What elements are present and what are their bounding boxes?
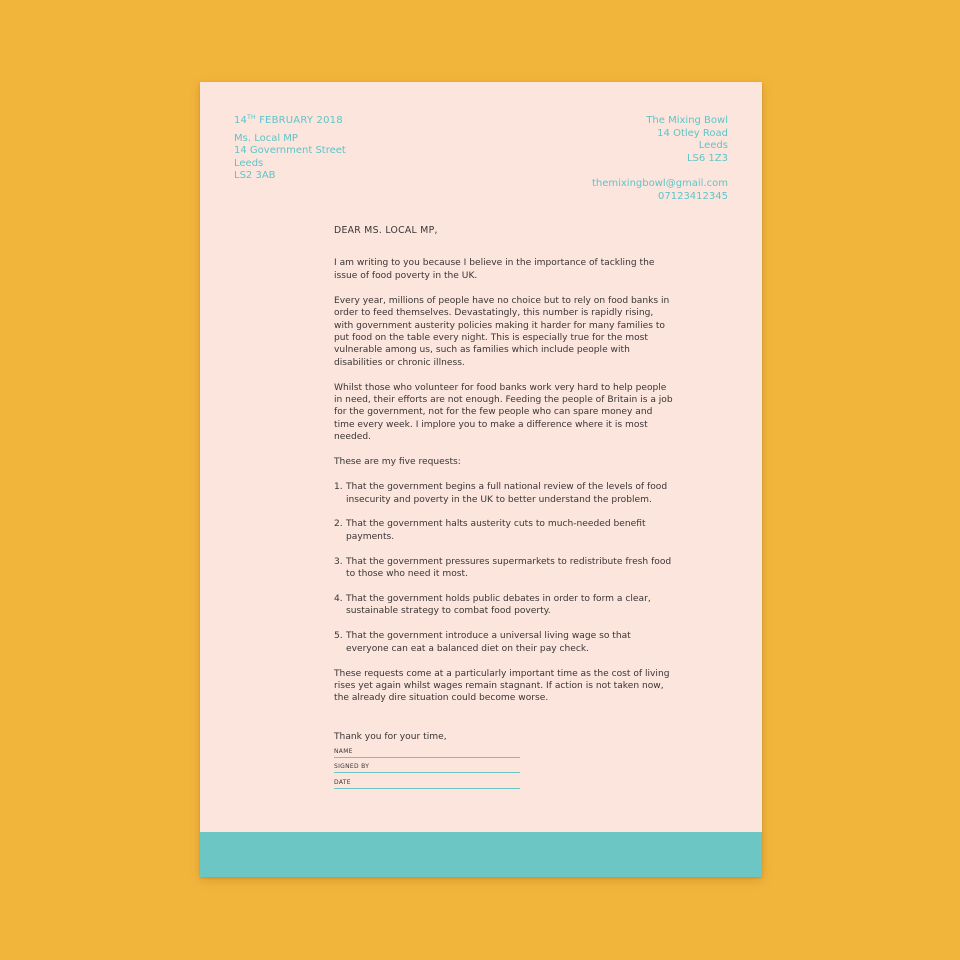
list-item	[334, 556, 674, 581]
date-suffix: TH	[247, 114, 256, 121]
paragraph-requests-intro: These are my five requests:	[334, 457, 461, 468]
signature-fields	[334, 742, 520, 789]
request-text: That the government begins a full national review of the levels of food insecurity and poverty in the UK to better understand the problem.	[346, 482, 668, 505]
closing-line: Thank you for your time,	[334, 731, 447, 742]
recipient-block	[234, 115, 346, 183]
recipient-city: Leeds	[234, 157, 264, 169]
recipient-name: Ms. Local MP	[234, 132, 298, 144]
request-text: That the government holds public debates in order to form a clear, sustainable strategy to combat food poverty.	[346, 594, 651, 617]
signed-by-field[interactable]	[334, 758, 520, 774]
date-field-label: DATE	[334, 778, 351, 786]
list-number: 3.	[334, 556, 343, 567]
sender-street: 14 Otley Road	[657, 127, 728, 139]
paragraph-food-banks: Every year, millions of people have no choice but to rely on food banks in order to feed themselves. Devastatingly, this number is rapidly rising, with government austerity policies making it harder for many families to put food on the table every night. This is especially true for the most vulnerable among us, such as families which include people with disabilities or chronic illness.	[334, 295, 670, 368]
date-month-year: FEBRUARY 2018	[259, 115, 343, 126]
list-number: 1.	[334, 482, 343, 493]
requests-list	[334, 481, 674, 655]
name-field[interactable]	[334, 742, 520, 758]
recipient-postcode: LS2 3AB	[234, 170, 276, 181]
list-number: 2.	[334, 519, 343, 530]
list-number: 4.	[334, 594, 343, 605]
letter-date	[234, 115, 346, 128]
date-field[interactable]	[334, 773, 520, 789]
sender-email: themixingbowl@gmail.com	[591, 178, 728, 189]
sender-block	[592, 115, 728, 203]
name-field-label: NAME	[334, 747, 353, 755]
list-item	[334, 518, 674, 543]
sender-postcode: LS6 1Z3	[686, 152, 728, 164]
salutation: DEAR MS. LOCAL MP,	[334, 225, 438, 236]
paragraph-intro: I am writing to you because I believe in the importance of tackling the issue of food poverty in the UK.	[334, 258, 655, 281]
signed-by-field-label: SIGNED BY	[334, 763, 370, 771]
list-number: 5.	[334, 631, 343, 642]
request-text: That the government introduce a universal living wage so that everyone can eat a balanced diet on their pay check.	[346, 631, 631, 654]
footer-band	[200, 832, 762, 877]
recipient-street: 14 Government Street	[234, 145, 346, 156]
sender-name: The Mixing Bowl	[646, 115, 728, 126]
list-item	[334, 630, 674, 655]
sender-phone: 07123412345	[658, 190, 728, 202]
sender-city: Leeds	[698, 140, 728, 151]
letter-body	[334, 225, 674, 756]
list-item	[334, 593, 674, 618]
letter-paper	[200, 82, 762, 877]
request-text: That the government pressures supermarkets to redistribute fresh food to those who need it most.	[346, 556, 672, 580]
request-text: That the government halts austerity cuts to much-needed benefit payments.	[346, 519, 646, 542]
paragraph-volunteers: Whilst those who volunteer for food banks work very hard to help people in need, their efforts are not enough. Feeding the people of Britain is a job for the government, not for the few people who can spare money and time every week. I implore you to make a difference where it is most needed.	[334, 382, 673, 443]
paragraph-conclusion: These requests come at a particularly important time as the cost of living rises yet again whilst wages remain stagnant. If action is not taken now, the already dire situation could become worse.	[334, 668, 670, 704]
list-item	[334, 481, 674, 506]
date-day: 14	[234, 115, 248, 126]
